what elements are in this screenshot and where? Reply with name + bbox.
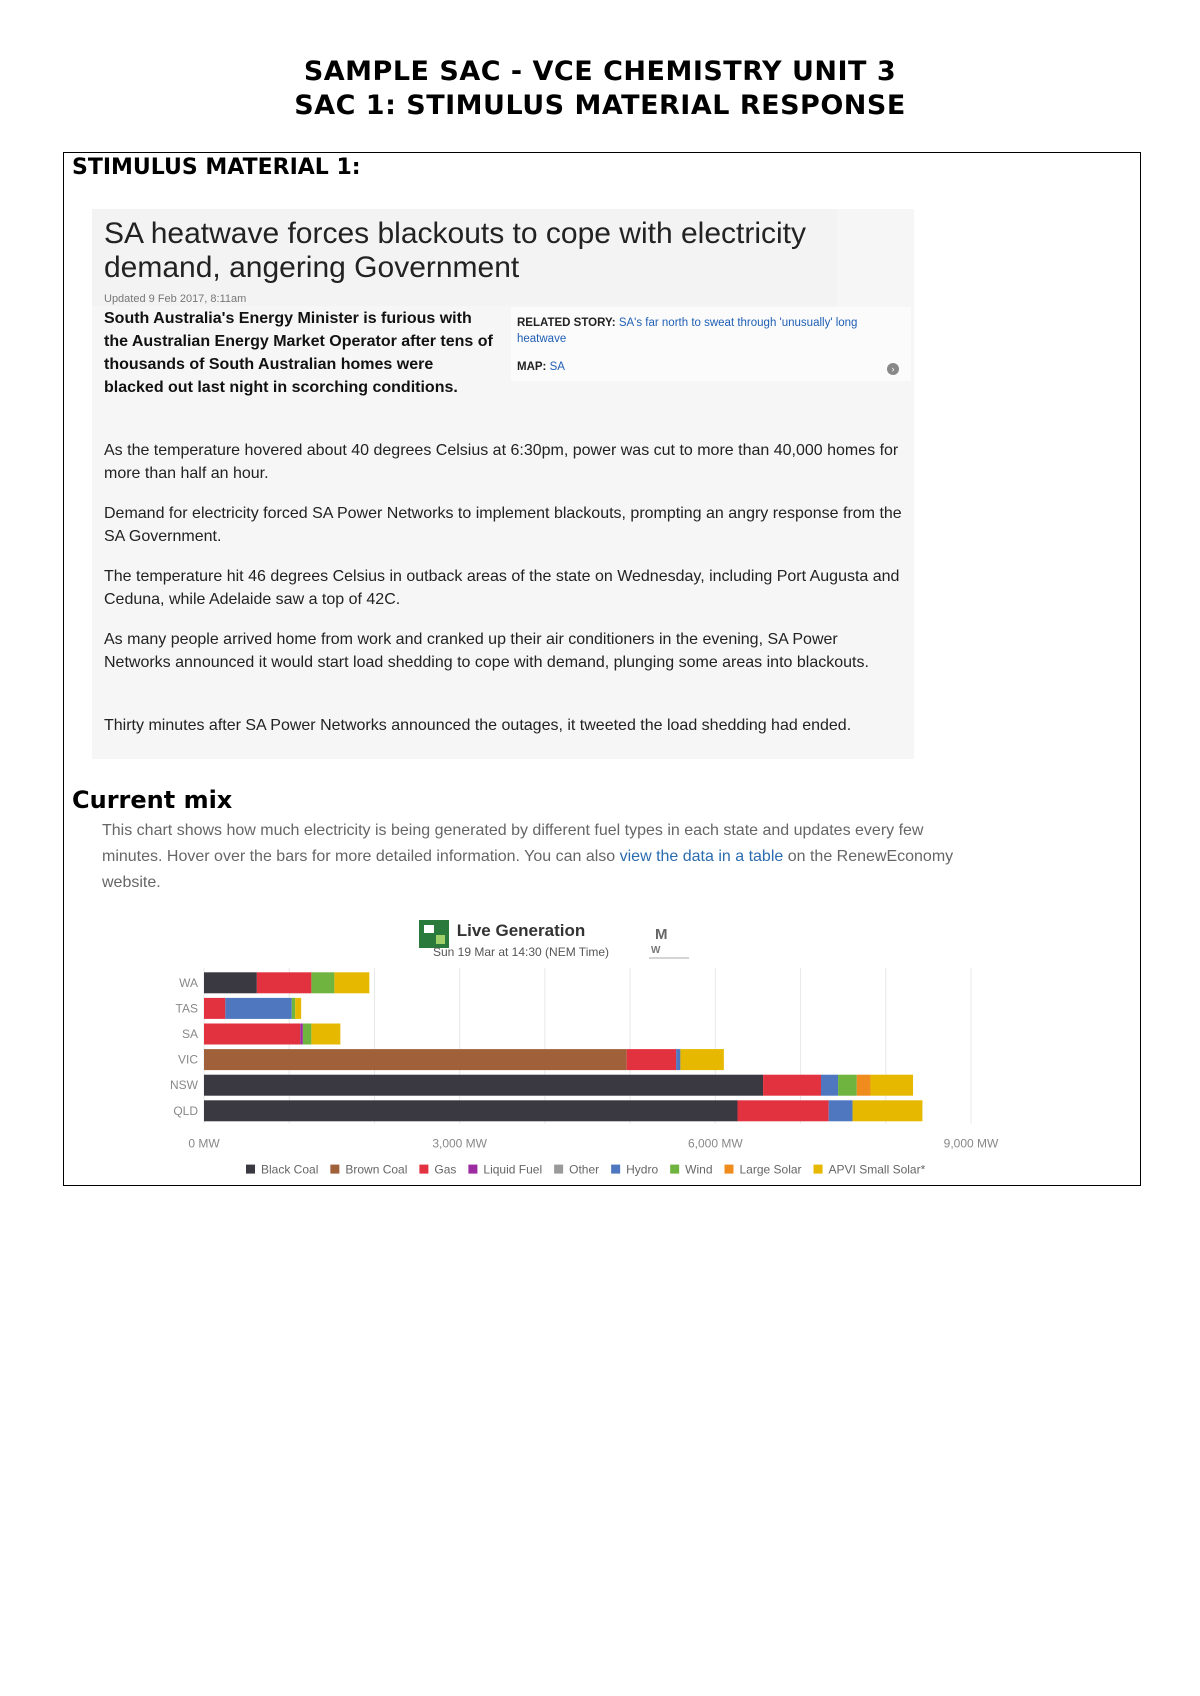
bar-segment-nsw-gas[interactable] xyxy=(763,1075,821,1096)
bar-segment-vic-gas[interactable] xyxy=(627,1049,676,1070)
legend-swatch xyxy=(246,1165,255,1174)
legend-swatch xyxy=(554,1165,563,1174)
related-map xyxy=(517,361,565,373)
article-paragraph: Thirty minutes after SA Power Networks announced the outages, it tweeted the load shedding had ended. xyxy=(104,717,852,734)
nem-watch-logo-icon xyxy=(649,926,689,958)
related-box xyxy=(511,307,911,381)
bar-segment-qld-apvi-small-solar[interactable] xyxy=(853,1100,923,1121)
related-map-label: MAP: xyxy=(517,361,547,373)
article-updated: Updated 9 Feb 2017, 8:11am xyxy=(104,293,247,305)
document-subtitle: SAC 1: STIMULUS MATERIAL RESPONSE xyxy=(294,90,906,121)
bar-segment-nsw-black-coal[interactable] xyxy=(204,1075,763,1096)
bar-segment-vic-brown-coal[interactable] xyxy=(204,1049,627,1070)
y-tick-label: SA xyxy=(181,1027,198,1041)
current-mix-description xyxy=(102,818,962,896)
legend-label: Black Coal xyxy=(261,1162,319,1177)
legend-item[interactable] xyxy=(330,1163,407,1177)
related-story xyxy=(517,315,897,347)
legend-item[interactable] xyxy=(814,1163,926,1177)
legend-swatch xyxy=(330,1165,339,1174)
legend-label: Other xyxy=(569,1162,600,1177)
legend-label: Gas xyxy=(434,1162,457,1177)
legend-swatch xyxy=(468,1165,477,1174)
bar-segment-nsw-apvi-small-solar[interactable] xyxy=(870,1075,913,1096)
legend-swatch xyxy=(670,1165,679,1174)
legend-item[interactable] xyxy=(246,1163,318,1177)
related-story-link[interactable]: SA's far north to sweat through 'unusually' long heatwave xyxy=(517,317,858,345)
y-tick-label: QLD xyxy=(173,1103,198,1118)
legend-label: Hydro xyxy=(626,1162,659,1177)
bar-segment-tas-apvi-small-solar[interactable] xyxy=(295,998,301,1019)
bar-segment-nsw-wind[interactable] xyxy=(838,1075,857,1096)
legend-label: Large Solar xyxy=(739,1162,802,1177)
article-lead: South Australia's Energy Minister is furious with the Australian Energy Market Operator after tens of thousands of South Australian homes were blacked out last night in scorching conditions. xyxy=(104,310,493,396)
bar-segment-nsw-hydro[interactable] xyxy=(821,1075,838,1096)
legend-label: Brown Coal xyxy=(345,1162,408,1177)
legend-item[interactable] xyxy=(725,1163,802,1177)
bar-segment-sa-gas[interactable] xyxy=(204,1024,300,1045)
y-tick-label: TAS xyxy=(175,1001,198,1016)
legend-label: APVI Small Solar* xyxy=(828,1162,926,1177)
bar-segment-tas-gas[interactable] xyxy=(204,998,225,1019)
current-mix-heading: Current mix xyxy=(72,786,233,814)
legend-swatch xyxy=(814,1165,823,1174)
live-generation-chart xyxy=(104,913,1004,1183)
x-tick-label: 3,000 MW xyxy=(432,1136,488,1151)
bar-segment-qld-hydro[interactable] xyxy=(829,1100,853,1121)
x-tick-label: 9,000 MW xyxy=(943,1136,999,1151)
stimulus-box xyxy=(63,152,1141,1186)
legend-item[interactable] xyxy=(670,1163,712,1177)
legend-swatch xyxy=(419,1165,428,1174)
bar-segment-wa-gas[interactable] xyxy=(257,972,312,993)
stimulus-heading: STIMULUS MATERIAL 1: xyxy=(72,155,361,180)
bar-segment-tas-hydro[interactable] xyxy=(225,998,291,1019)
legend-item[interactable] xyxy=(611,1163,658,1177)
mix-desc-text-end: on the RenewEconomy website. xyxy=(102,848,954,891)
bar-segment-qld-black-coal[interactable] xyxy=(204,1100,737,1121)
bar-segment-sa-liquid-fuel[interactable] xyxy=(300,1024,303,1045)
legend-item[interactable] xyxy=(468,1163,542,1177)
legend-label: Wind xyxy=(685,1162,713,1177)
legend-item[interactable] xyxy=(419,1163,456,1177)
view-data-table-link[interactable]: view the data in a table xyxy=(619,848,784,865)
reneweconomy-logo-icon xyxy=(419,920,449,948)
article-paragraph: The temperature hit 46 degrees Celsius in outback areas of the state on Wednesday, including Port Augusta and Ceduna, while Adelaide saw a top of 42C. xyxy=(104,568,900,608)
bar-segment-wa-wind[interactable] xyxy=(311,972,334,993)
legend-label: Liquid Fuel xyxy=(483,1162,543,1177)
bar-segment-vic-hydro[interactable] xyxy=(676,1049,680,1070)
bar-segment-sa-wind[interactable] xyxy=(303,1024,312,1045)
bar-segment-wa-apvi-small-solar[interactable] xyxy=(334,972,369,993)
bar-segment-sa-apvi-small-solar[interactable] xyxy=(311,1024,340,1045)
svg-text:W: W xyxy=(651,945,661,956)
bar-segment-nsw-large-solar[interactable] xyxy=(857,1075,871,1096)
bar-segment-tas-wind[interactable] xyxy=(292,998,295,1019)
y-tick-label: WA xyxy=(179,975,198,990)
chart-subtitle: Sun 19 Mar at 14:30 (NEM Time) xyxy=(432,945,610,959)
article-paragraph: Demand for electricity forced SA Power Networks to implement blackouts, prompting an angry response from the SA Government. xyxy=(104,505,902,545)
y-tick-label: VIC xyxy=(177,1052,198,1067)
legend-swatch xyxy=(725,1165,734,1174)
x-tick-label: 6,000 MW xyxy=(687,1136,743,1151)
bar-segment-vic-apvi-small-solar[interactable] xyxy=(680,1049,723,1070)
y-tick-label: NSW xyxy=(170,1078,198,1093)
mix-desc-text: This chart shows how much electricity is being generated by different fuel types in each state and updates every few minutes. Hover over the bars for more detailed information. You can also xyxy=(102,822,924,865)
x-tick-label: 0 MW xyxy=(188,1136,220,1151)
news-article xyxy=(92,209,914,759)
legend-swatch xyxy=(611,1165,620,1174)
article-paragraph: As the temperature hovered about 40 degrees Celsius at 6:30pm, power was cut to more than 40,000 homes for more than half an hour. xyxy=(104,442,899,482)
svg-text:M: M xyxy=(655,926,668,943)
bar-segment-qld-gas[interactable] xyxy=(737,1100,828,1121)
legend-item[interactable] xyxy=(554,1163,599,1177)
circle-info-icon[interactable]: › xyxy=(887,363,899,375)
bar-segment-wa-black-coal[interactable] xyxy=(204,972,257,993)
chart-title: Live Generation xyxy=(456,921,586,940)
document-title: SAMPLE SAC - VCE CHEMISTRY UNIT 3 xyxy=(303,56,897,87)
article-paragraph: As many people arrived home from work and cranked up their air conditioners in the evening, SA Power Networks announced it would start load shedding to cope with demand, plunging some areas into blackouts. xyxy=(104,631,869,671)
article-title: SA heatwave forces blackouts to cope with electricity demand, angering Government xyxy=(104,217,807,284)
related-map-link[interactable]: SA xyxy=(549,361,565,373)
related-story-label: RELATED STORY: xyxy=(517,317,616,329)
